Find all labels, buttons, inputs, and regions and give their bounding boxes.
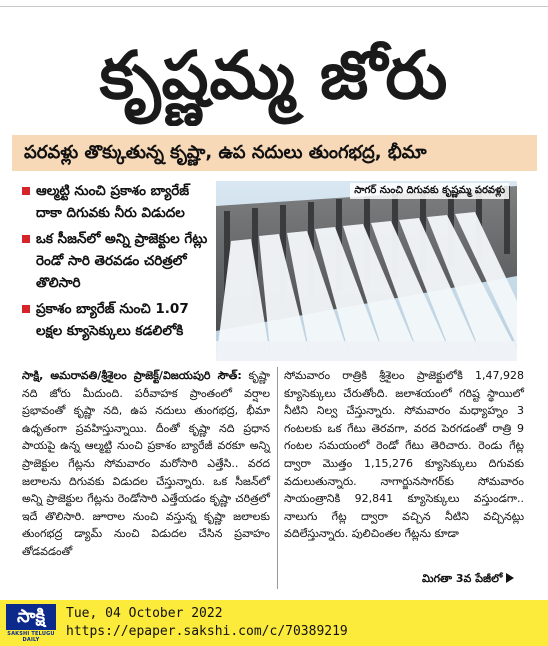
logo-text: సాక్షి: [6, 604, 56, 630]
bullet-icon: [22, 305, 30, 313]
headline: కృష్ణమ్మ జోరు: [99, 37, 449, 114]
play-icon: [506, 573, 514, 583]
bullet-icon: [22, 187, 30, 195]
bullet-icon: [22, 235, 30, 243]
subheadline-bar: [12, 135, 537, 171]
highlight-text: ఒక సీజన్‌లో అన్ని ప్రాజెక్టుల గేట్లు రెండో సారి తెరవడం చరిత్రలో తొలిసారి: [36, 231, 208, 291]
dam-illustration: [216, 181, 517, 361]
highlight-item: [22, 298, 212, 342]
sakshi-logo: [6, 604, 56, 643]
photo-caption: సాగర్ నుంచి దిగువకు కృష్ణమ్మ పరవళ్లు: [350, 183, 509, 199]
subheadline: పరవళ్లు తొక్కుతున్న కృష్ణా, ఉప నదులు తుంగభద్ర, భీమా: [24, 142, 427, 163]
dam-photo: [216, 181, 517, 361]
article-column-right: [284, 367, 524, 543]
continued-text: మిగతా 3వ పేజీలో: [422, 572, 503, 585]
article-body-right: సోమవారం రాత్రికి శ్రీశైలం ప్రాజెక్టులోకి 1,47,928 క్యూసెక్కులు చేరుతోంది. జలాశయంలో గరిష్ట స్థాయిలో నీటిని నిల్వ చేస్తున్నారు. సోమవారం మధ్యాహ్నం 3 గంటలకు ఒక గేటు తెరవగా, వరద పెరగడంతో రాత్రి 9 గంటల సమయంలో రెండో గేటు తెరిచారు. రెండు గేట్ల ద్వారా మొత్తం 1,15,276 క్యూసెక్కులు దిగువకు వదులుతున్నారు. నాగార్జునసాగర్‌కు సోమవారం సాయంత్రానికి 92,841 క్యూసెక్కులు వస్తుండగా.. నాలుగు గేట్ల ద్వారా వచ్చిన నీటిని వచ్చినట్లు వదిలేస్తున్నారు. పులిచింతల గేట్లను కూడా: [284, 369, 524, 541]
epaper-link[interactable]: https://epaper.sakshi.com/c/70389219: [66, 624, 348, 639]
logo-tagline: SAKSHI TELUGU DAILY: [7, 631, 55, 643]
highlight-item: [22, 180, 212, 224]
article-column-left: [22, 367, 270, 561]
publication-date: Tue, 04 October 2022: [66, 606, 223, 621]
highlight-text: ప్రకాశం బ్యారేజ్ నుంచి 1.07 లక్షల క్యూసెక్కులు కడలిలోకి: [36, 301, 189, 339]
highlights-list: [22, 180, 212, 346]
column-divider: [277, 367, 278, 589]
continued-note: [422, 572, 514, 588]
article-dateline: సాక్షి, అమరావతి/శ్రీశైలం ప్రాజెక్ట్/విజయపురి సౌత్:: [22, 369, 242, 382]
article-body-left: కృష్ణా నది జోరు మీదుంది. పరీవాహక ప్రాంతంలో వర్షాల ప్రభావంతో కృష్ణా నది, ఉప నదులు తుంగభద్ర, భీమా ఉధృతంగా ప్రవహిస్తున్నాయి. దీంతో కృష్ణా నది ప్రధాన పాయపై ఉన్న ఆల్మట్టి నుంచి ప్రకాశం బ్యారేజీ వరకూ అన్ని ప్రాజెక్టుల గేట్లను సోమవారం మరోసారి ఎత్తేసి.. వరద జలాలను దిగువకు విడుదల చేస్తున్నారు. ఒక సీజన్‌లో అన్ని ప్రాజెక్టుల గేట్లను రెండోసారి ఎత్తేయడం కృష్ణా చరిత్రలో ఇదే తొలిసారి. జూరాల నుంచి వస్తున్న కృష్ణా జలాలకు తుంగభద్ర డ్యామ్ నుంచి విడుదల చేసిన ప్రవాహం తోడవడంతో: [22, 369, 270, 558]
highlight-text: ఆల్మట్టి నుంచి ప్రకాశం బ్యారేజ్ దాకా దిగువకు నీరు విడుదల: [36, 183, 190, 221]
top-rule: [0, 0, 548, 7]
highlight-item: [22, 228, 212, 294]
